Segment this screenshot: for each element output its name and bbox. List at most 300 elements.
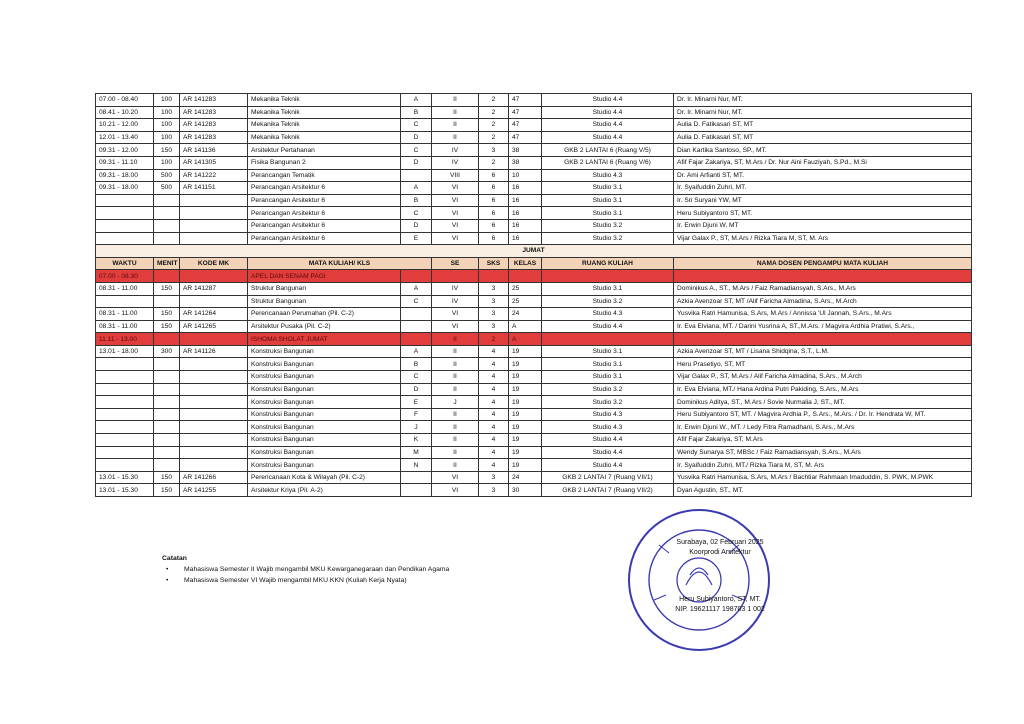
cell-mata-kuliah: Konstruksi Bangunan [248, 434, 401, 447]
notes [162, 553, 449, 586]
sign-nip: NIP. 19621117 198703 1 002 [675, 605, 765, 613]
table-row [96, 94, 972, 107]
cell-ruang: Studio 3.2 [542, 396, 674, 409]
cell-ruang: Studio 4.3 [542, 408, 674, 421]
cell-sks: 4 [479, 434, 509, 447]
cell-ruang: Studio 3.1 [542, 282, 674, 295]
cell-sks: 6 [479, 232, 509, 245]
cell-kelas: 24 [509, 308, 542, 321]
cell-sks: 3 [479, 144, 509, 157]
cell-kode: AR 141283 [180, 106, 248, 119]
table-row [96, 308, 972, 321]
cell-se: II [432, 459, 479, 472]
cell-menit: 100 [154, 106, 180, 119]
cell-kode [180, 207, 248, 220]
cell-menit: 100 [154, 156, 180, 169]
cell-menit: 150 [154, 484, 180, 497]
cell-kelas: 19 [509, 383, 542, 396]
cell-menit: 100 [154, 119, 180, 132]
note-item: • Mahasiswa Semester VI Wajib mengambil MKU KKN (Kuliah Kerja Nyata) [166, 577, 407, 584]
cell-ruang: Studio 3.2 [542, 383, 674, 396]
cell-kls: F [401, 408, 432, 421]
note-item: • Mahasiswa Semester II Wajib mengambil MKU Kewarganegaraan dan Pendikan Agama [166, 566, 450, 573]
table-row [96, 194, 972, 207]
cell-kode [180, 383, 248, 396]
cell-kode: AR 141283 [180, 131, 248, 144]
cell-waktu [96, 383, 154, 396]
cell-kode: AR 141126 [180, 345, 248, 358]
cell-sks: 6 [479, 219, 509, 232]
table-row [96, 131, 972, 144]
signature-block [655, 538, 785, 614]
table-row [96, 434, 972, 447]
cell-ruang [542, 333, 674, 346]
cell-mata-kuliah: Arsitektur Pusaka (Pil. C-2) [248, 320, 401, 333]
cell-kelas: 19 [509, 408, 542, 421]
cell-kelas: 19 [509, 371, 542, 384]
day-label: JUMAT [96, 245, 972, 258]
table-row [96, 408, 972, 421]
cell-waktu [96, 371, 154, 384]
cell-se: VI [432, 320, 479, 333]
cell-waktu [96, 421, 154, 434]
sign-place-date: Surabaya, 02 Februari 2025 [676, 539, 764, 546]
col-sks: SKS [479, 257, 509, 270]
cell-menit [154, 333, 180, 346]
cell-se: II [432, 421, 479, 434]
cell-se: VI [432, 232, 479, 245]
cell-kelas: 24 [509, 471, 542, 484]
cell-sks: 6 [479, 169, 509, 182]
cell-ruang: Studio 4.4 [542, 131, 674, 144]
col-ruang: RUANG KULIAH [542, 257, 674, 270]
cell-kode [180, 459, 248, 472]
cell-mata-kuliah: Konstruksi Bangunan [248, 345, 401, 358]
cell-ruang: Studio 4.3 [542, 308, 674, 321]
cell-dosen: Ir. Erwin Djuni W, MT [674, 219, 972, 232]
cell-mata-kuliah: ISHOMA SHOLAT JUMAT [248, 333, 401, 346]
cell-se: VI [432, 194, 479, 207]
cell-mata-kuliah: Arsitektur Kriya (Pil. A-2) [248, 484, 401, 497]
cell-kls [401, 471, 432, 484]
cell-mata-kuliah: Perancangan Arsitektur 6 [248, 182, 401, 195]
cell-se: IV [432, 295, 479, 308]
cell-kelas: 47 [509, 131, 542, 144]
cell-sks: 4 [479, 345, 509, 358]
cell-dosen: Dominikus A., ST., M.Ars / Faiz Ramadiansyah, S.Ars., M.Ars [674, 282, 972, 295]
table-row [96, 207, 972, 220]
cell-waktu [96, 459, 154, 472]
cell-sks: 2 [479, 131, 509, 144]
cell-kode: AR 141255 [180, 484, 248, 497]
cell-mata-kuliah: Konstruksi Bangunan [248, 459, 401, 472]
cell-dosen: Afif Fajar Zakariya, ST, M.Ars [674, 434, 972, 447]
col-mata-kuliah: MATA KULIAH/ KLS [248, 257, 432, 270]
cell-kode: AR 141136 [180, 144, 248, 157]
cell-mata-kuliah: Konstruksi Bangunan [248, 446, 401, 459]
cell-dosen: Aulia D. Fatikasari ST, MT [674, 131, 972, 144]
cell-menit: 500 [154, 182, 180, 195]
cell-mata-kuliah: Perencanaan Kota & Wilayah (Pil. C-2) [248, 471, 401, 484]
cell-dosen: Dyan Agustin, ST., MT. [674, 484, 972, 497]
cell-menit [154, 371, 180, 384]
cell-se: VI [432, 182, 479, 195]
cell-se: II [432, 408, 479, 421]
cell-sks: 4 [479, 396, 509, 409]
cell-mata-kuliah: Konstruksi Bangunan [248, 358, 401, 371]
cell-dosen: Afif Fajar Zakariya, ST, M.Ars / Dr. Nur Aini Fauziyah, S.Pd., M.Si [674, 156, 972, 169]
cell-sks: 3 [479, 295, 509, 308]
cell-waktu: 08.41 - 10.20 [96, 106, 154, 119]
table-row [96, 156, 972, 169]
cell-kls [401, 484, 432, 497]
cell-ruang: Studio 3.1 [542, 345, 674, 358]
cell-sks: 4 [479, 408, 509, 421]
cell-dosen: Yusvika Ratri Hamunisa, S.Ars, M.Ars / Annissa 'Ul Jannah, S.Ars., M.Ars [674, 308, 972, 321]
cell-se: II [432, 358, 479, 371]
cell-sks: 4 [479, 459, 509, 472]
cell-mata-kuliah: APEL DAN SENAM PAGI [248, 270, 401, 283]
cell-kls: D [401, 156, 432, 169]
cell-dosen: Ir. Sri Suryani YW, MT [674, 194, 972, 207]
cell-waktu: 09.31 - 12.00 [96, 144, 154, 157]
cell-mata-kuliah: Konstruksi Bangunan [248, 421, 401, 434]
table-row [96, 471, 972, 484]
cell-mata-kuliah: Konstruksi Bangunan [248, 383, 401, 396]
table-row [96, 232, 972, 245]
cell-kls: D [401, 383, 432, 396]
cell-kelas: 16 [509, 219, 542, 232]
cell-kelas: 19 [509, 459, 542, 472]
cell-waktu [96, 358, 154, 371]
cell-ruang: Studio 3.1 [542, 182, 674, 195]
col-kelas: KELAS [509, 257, 542, 270]
cell-kelas: 19 [509, 396, 542, 409]
cell-kls: C [401, 144, 432, 157]
cell-ruang: Studio 4.4 [542, 119, 674, 132]
cell-sks: 3 [479, 471, 509, 484]
table-row [96, 345, 972, 358]
cell-dosen [674, 333, 972, 346]
cell-kelas: 19 [509, 446, 542, 459]
cell-kode [180, 371, 248, 384]
cell-kode [180, 333, 248, 346]
cell-dosen [674, 270, 972, 283]
cell-se: II [432, 333, 479, 346]
table-row [96, 282, 972, 295]
cell-menit [154, 446, 180, 459]
cell-dosen: Heru Subiyantoro ST, MT. / Magvira Ardhia P., S.Ars., M.Ars. / Dr. Ir. Hendrata W, MT. [674, 408, 972, 421]
cell-kode [180, 421, 248, 434]
table-row [96, 270, 972, 283]
cell-kelas: 25 [509, 282, 542, 295]
cell-kode: AR 141283 [180, 119, 248, 132]
cell-dosen: Ir. Syaifuddin Zuhri, MT. [674, 182, 972, 195]
cell-dosen: Ir. Erwin Djuni W., MT. / Ledy Fitra Ramadhani, S.Ars., M.Ars [674, 421, 972, 434]
cell-kelas: A [509, 333, 542, 346]
table-row [96, 396, 972, 409]
cell-se: II [432, 131, 479, 144]
cell-menit: 150 [154, 308, 180, 321]
schedule-table [95, 93, 972, 497]
cell-menit [154, 421, 180, 434]
cell-se: VI [432, 308, 479, 321]
table-row [96, 106, 972, 119]
col-menit: MENIT [154, 257, 180, 270]
cell-waktu: 13.01 - 15.30 [96, 484, 154, 497]
cell-menit [154, 459, 180, 472]
cell-sks: 3 [479, 320, 509, 333]
cell-sks: 4 [479, 371, 509, 384]
cell-waktu: 13.01 - 15.30 [96, 471, 154, 484]
cell-se: II [432, 434, 479, 447]
cell-sks: 3 [479, 484, 509, 497]
cell-ruang: Studio 3.1 [542, 194, 674, 207]
table-row [96, 320, 972, 333]
cell-waktu: 09.31 - 11.10 [96, 156, 154, 169]
table-row [96, 371, 972, 384]
cell-kls: J [401, 421, 432, 434]
cell-kls: E [401, 232, 432, 245]
table-row [96, 446, 972, 459]
cell-dosen: Vijar Galax P., ST, M.Ars / Alif Faricha Almadina, S.Ars., M.Arch [674, 371, 972, 384]
cell-kode [180, 232, 248, 245]
cell-kode: AR 141266 [180, 471, 248, 484]
cell-sks: 6 [479, 194, 509, 207]
cell-dosen: Heru Subiyantoro ST, MT. [674, 207, 972, 220]
cell-se: II [432, 383, 479, 396]
sign-role: Koorprodi Arsitektur [689, 548, 751, 556]
cell-dosen: Aulia D. Fatikasari ST, MT [674, 119, 972, 132]
cell-kls: B [401, 106, 432, 119]
day-header [96, 245, 972, 270]
cell-kls: D [401, 131, 432, 144]
table-row [96, 383, 972, 396]
cell-kls: A [401, 182, 432, 195]
cell-kode [180, 194, 248, 207]
cell-dosen: Dian Kartika Santoso, SP., MT. [674, 144, 972, 157]
cell-dosen: Ir. Eva Elviana, MT. / Darini Yusrina A, ST.,M.Ars. / Magvira Ardhia Pratiwi, S.Ars., [674, 320, 972, 333]
cell-kls: B [401, 194, 432, 207]
cell-dosen: Azkia Avenzoar ST, MT /Alif Faricha Almadina, S.Ars., M.Arch [674, 295, 972, 308]
cell-kelas: 19 [509, 421, 542, 434]
cell-dosen: Dr. Ir. Minarni Nur, MT. [674, 94, 972, 107]
cell-menit [154, 270, 180, 283]
cell-kls [401, 308, 432, 321]
cell-ruang: GKB 2 LANTAI 6 (Ruang V/6) [542, 156, 674, 169]
cell-waktu [96, 396, 154, 409]
cell-kode: AR 141264 [180, 308, 248, 321]
note-text: Mahasiswa Semester VI Wajib mengambil MKU KKN (Kuliah Kerja Nyata) [184, 577, 407, 584]
cell-ruang: Studio 3.1 [542, 358, 674, 371]
cell-kode [180, 270, 248, 283]
cell-dosen: Heru Prasetiyo, ST, MT [674, 358, 972, 371]
cell-kelas [509, 270, 542, 283]
cell-sks: 4 [479, 421, 509, 434]
table-row [96, 295, 972, 308]
cell-waktu: 11.11 - 13.00 [96, 333, 154, 346]
cell-sks: 6 [479, 207, 509, 220]
cell-kelas: 16 [509, 207, 542, 220]
cell-kode [180, 446, 248, 459]
cell-se: VI [432, 484, 479, 497]
cell-dosen: Dr. Ir. Minarni Nur, MT. [674, 106, 972, 119]
cell-mata-kuliah: Perancangan Arsitektur 6 [248, 194, 401, 207]
cell-sks: 2 [479, 119, 509, 132]
cell-sks: 4 [479, 383, 509, 396]
cell-kelas: 47 [509, 94, 542, 107]
cell-kode: AR 141283 [180, 94, 248, 107]
cell-ruang: Studio 3.2 [542, 219, 674, 232]
cell-waktu [96, 219, 154, 232]
cell-kls: M [401, 446, 432, 459]
cell-ruang: Studio 4.3 [542, 169, 674, 182]
cell-se: J [432, 396, 479, 409]
cell-ruang: Studio 4.4 [542, 94, 674, 107]
cell-mata-kuliah: Struktur Bangunan [248, 282, 401, 295]
cell-kode [180, 219, 248, 232]
cell-dosen: Ir. Eva Elviana, MT./ Hana Ardina Putri Pakiding, S.Ars., M.Ars [674, 383, 972, 396]
cell-mata-kuliah: Konstruksi Bangunan [248, 371, 401, 384]
cell-kelas: 19 [509, 434, 542, 447]
cell-menit [154, 408, 180, 421]
cell-waktu [96, 295, 154, 308]
cell-waktu: 10.21 - 12.00 [96, 119, 154, 132]
cell-kls: A [401, 345, 432, 358]
cell-ruang: Studio 3.1 [542, 207, 674, 220]
cell-sks: 2 [479, 156, 509, 169]
cell-menit: 100 [154, 94, 180, 107]
cell-menit [154, 434, 180, 447]
cell-se: VI [432, 471, 479, 484]
cell-ruang: Studio 4.4 [542, 459, 674, 472]
top-rows [96, 94, 972, 245]
note-text: Mahasiswa Semester II Wajib mengambil MKU Kewarganegaraan dan Pendikan Agama [184, 566, 450, 573]
table-row [96, 144, 972, 157]
cell-kelas: 16 [509, 232, 542, 245]
bottom-rows [96, 270, 972, 497]
cell-se: II [432, 94, 479, 107]
cell-menit [154, 295, 180, 308]
table-row [96, 358, 972, 371]
table-row [96, 333, 972, 346]
table-row [96, 169, 972, 182]
cell-waktu [96, 194, 154, 207]
column-headers [96, 257, 972, 270]
cell-mata-kuliah: Mekanika Teknik [248, 119, 401, 132]
cell-kls: E [401, 396, 432, 409]
cell-kelas: 19 [509, 358, 542, 371]
sign-name: Heru Subiyantoro, ST, MT. [679, 596, 761, 603]
cell-se: VI [432, 207, 479, 220]
cell-mata-kuliah: Perancangan Arsitektur 6 [248, 207, 401, 220]
cell-ruang: GKB 2 LANTAI 6 (Ruang V/5) [542, 144, 674, 157]
cell-mata-kuliah: Arsitektur Pertahanan [248, 144, 401, 157]
cell-waktu [96, 446, 154, 459]
cell-waktu: 13.01 - 18.00 [96, 345, 154, 358]
cell-kode: AR 141265 [180, 320, 248, 333]
cell-kelas: 25 [509, 295, 542, 308]
cell-se [432, 270, 479, 283]
cell-sks: 4 [479, 358, 509, 371]
cell-ruang: Studio 4.4 [542, 106, 674, 119]
cell-waktu: 07.00 - 08.30 [96, 270, 154, 283]
cell-kode [180, 358, 248, 371]
cell-kls: K [401, 434, 432, 447]
cell-kode: AR 141305 [180, 156, 248, 169]
cell-waktu: 08.31 - 11.00 [96, 320, 154, 333]
cell-kls: N [401, 459, 432, 472]
cell-se: II [432, 345, 479, 358]
cell-se: II [432, 446, 479, 459]
cell-dosen: Azkia Avenzoar ST, MT / Lisana Shidqina, S.T., L.M. [674, 345, 972, 358]
cell-sks: 3 [479, 282, 509, 295]
cell-menit [154, 207, 180, 220]
table-row [96, 182, 972, 195]
cell-ruang: Studio 3.2 [542, 232, 674, 245]
cell-kode: AR 141222 [180, 169, 248, 182]
cell-menit: 500 [154, 169, 180, 182]
cell-kelas: 16 [509, 182, 542, 195]
col-waktu: WAKTU [96, 257, 154, 270]
cell-menit: 150 [154, 144, 180, 157]
cell-menit [154, 232, 180, 245]
cell-dosen: Dominikus Aditya, ST., M.Ars / Sovie Nurmalia J, ST., MT. [674, 396, 972, 409]
cell-waktu [96, 207, 154, 220]
notes-title: Catatan [162, 555, 187, 562]
cell-sks [479, 270, 509, 283]
cell-waktu [96, 408, 154, 421]
cell-mata-kuliah: Perancangan Arsitektur 6 [248, 219, 401, 232]
cell-kls [401, 169, 432, 182]
table-row [96, 421, 972, 434]
cell-kode [180, 295, 248, 308]
cell-mata-kuliah: Mekanika Teknik [248, 106, 401, 119]
cell-ruang: Studio 3.1 [542, 371, 674, 384]
cell-waktu: 09.31 - 18.00 [96, 169, 154, 182]
cell-sks: 3 [479, 308, 509, 321]
cell-se: VIII [432, 169, 479, 182]
cell-waktu [96, 232, 154, 245]
cell-kelas: 10 [509, 169, 542, 182]
cell-sks: 4 [479, 446, 509, 459]
table-row [96, 119, 972, 132]
cell-kls: D [401, 219, 432, 232]
cell-kls: B [401, 358, 432, 371]
cell-mata-kuliah: Mekanika Teknik [248, 131, 401, 144]
cell-ruang: Studio 4.4 [542, 434, 674, 447]
cell-kls: C [401, 371, 432, 384]
cell-ruang: GKB 2 LANTAI 7 (Ruang VII/1) [542, 471, 674, 484]
cell-mata-kuliah: Mekanika Teknik [248, 94, 401, 107]
cell-se: IV [432, 144, 479, 157]
col-se: SE [432, 257, 479, 270]
cell-waktu: 08.31 - 11.00 [96, 308, 154, 321]
cell-waktu [96, 434, 154, 447]
cell-kls [401, 333, 432, 346]
cell-menit [154, 396, 180, 409]
cell-kls [401, 270, 432, 283]
cell-menit [154, 358, 180, 371]
cell-mata-kuliah: Perancangan Tematik [248, 169, 401, 182]
cell-sks: 2 [479, 94, 509, 107]
cell-se: VI [432, 219, 479, 232]
table-row [96, 219, 972, 232]
cell-mata-kuliah: Konstruksi Bangunan [248, 396, 401, 409]
cell-kls: C [401, 119, 432, 132]
cell-dosen: Vijar Galax P., ST, M.Ars / Rizka Tiara M, ST, M. Ars [674, 232, 972, 245]
cell-waktu: 09.31 - 18.00 [96, 182, 154, 195]
